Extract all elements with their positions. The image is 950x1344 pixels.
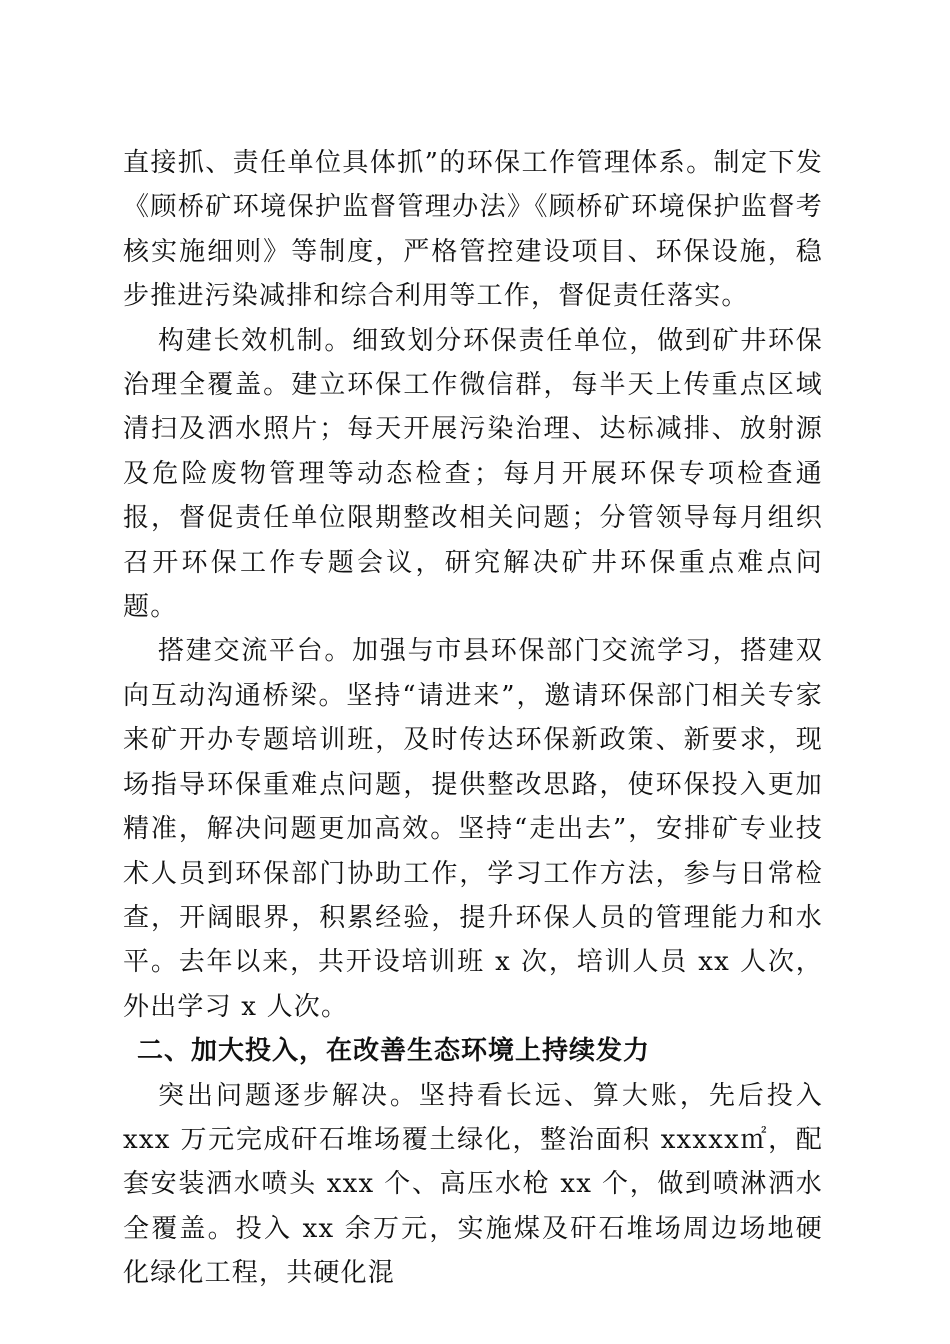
document-body [123, 141, 823, 1296]
paragraph-problem-solving: 突出问题逐步解决。坚持看长远、算大账，先后投入 xxx 万元完成矸石堆场覆土绿化，整治面积 xxxxx㎡，配套安装洒水喷头 xxx 个、高压水枪 xx 个，做到喷淋洒水全覆盖。投入 xx 余万元，实施煤及矸石堆场周边场地硬化绿化工程，共硬化混 [123, 1080, 823, 1289]
section-heading: 二、加大投入，在改善生态环境上持续发力 [137, 1036, 651, 1067]
paragraph-long-term-mechanism: 构建长效机制。细致划分环保责任单位，做到矿井环保治理全覆盖。建立环保工作微信群，每半天上传重点区域清扫及洒水照片；每天开展污染治理、达标减排、放射源及危险废物管理等动态检查；每月开展环保专项检查通报，督促责任单位限期整改相关问题；分管领导每月组织召开环保工作专题会议，研究解决矿井环保重点难点问题。 [123, 325, 823, 623]
paragraph-exchange-platform: 搭建交流平台。加强与市县环保部门交流学习，搭建双向互动沟通桥梁。坚持“请进来”，邀请环保部门相关专家来矿开办专题培训班，及时传达环保新政策、新要求，现场指导环保重难点问题，提供整改思路，使环保投入更加精准，解决问题更加高效。坚持“走出去”，安排矿专业技术人员到环保部门协助工作，学习工作方法，参与日常检查，开阔眼界，积累经验，提升环保人员的管理能力和水平。去年以来，共开设培训班 x 次，培训人员 xx 人次，外出学习 x 人次。 [123, 636, 823, 1022]
paragraph-management-system: 直接抓、责任单位具体抓”的环保工作管理体系。制定下发《顾桥矿环境保护监督管理办法》《顾桥矿环境保护监督考核实施细则》等制度，严格管控建设项目、环保设施，稳步推进污染减排和综合利用等工作，督促责任落实。 [123, 148, 823, 312]
